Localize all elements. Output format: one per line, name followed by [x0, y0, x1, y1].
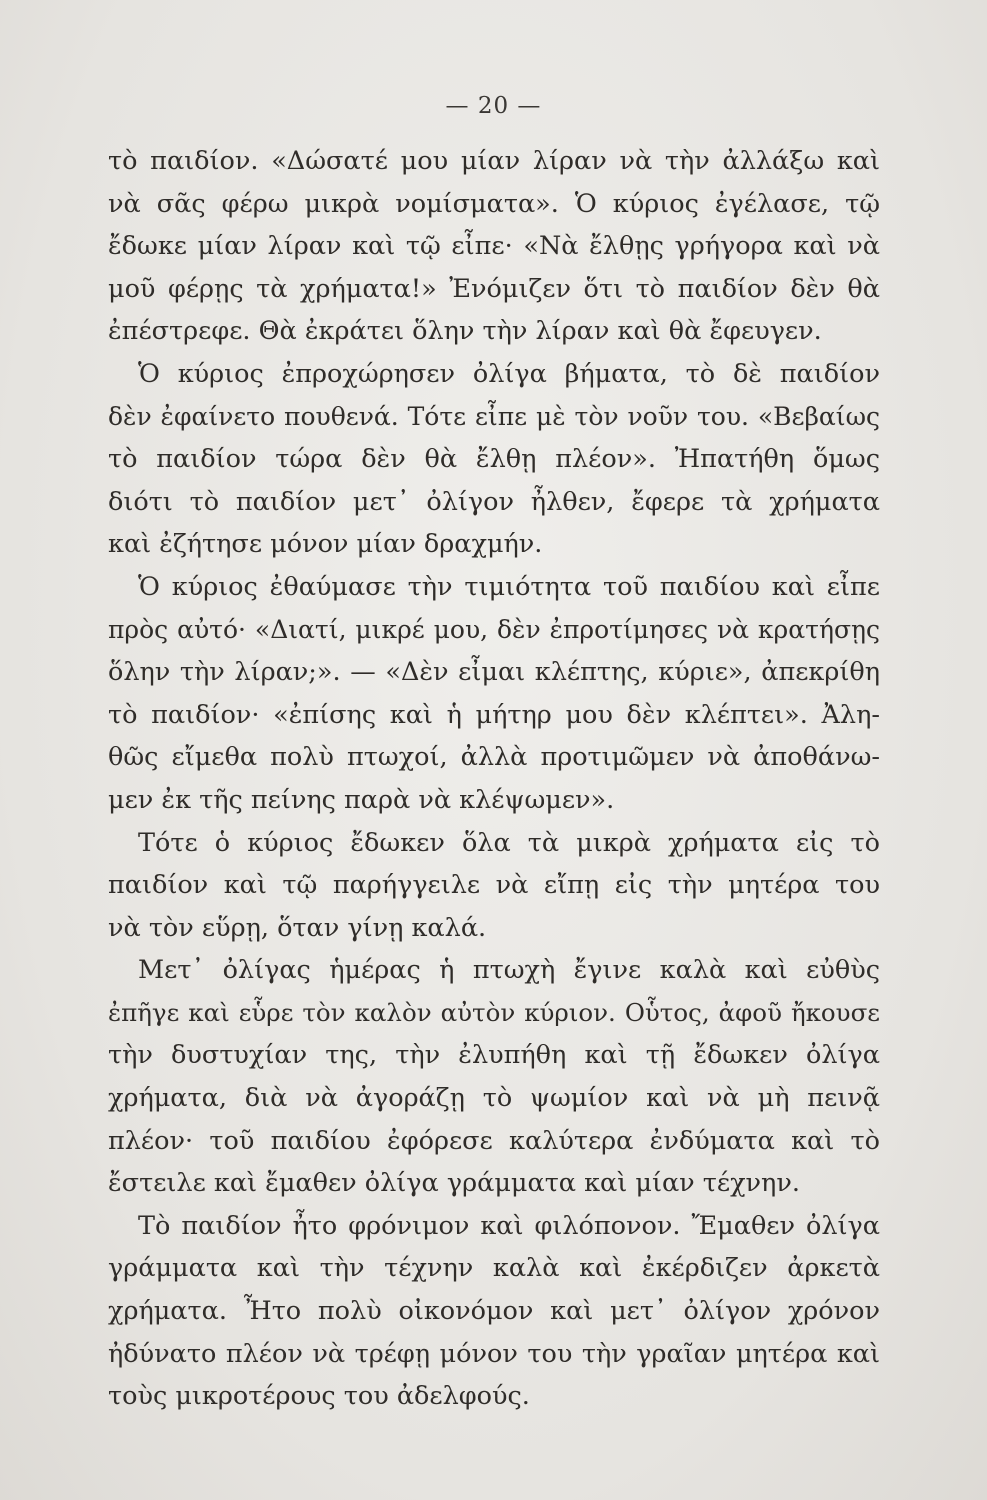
text-line: τὸ παιδίον· «ἐπίσης καὶ ἡ μήτηρ μου δὲν κλέπτει». Ἀλη- — [108, 699, 880, 730]
text-line: Τὸ παιδίον ἦτο φρόνιμον καὶ φιλόπονον. Ἔμαθεν ὀλίγα — [138, 1210, 880, 1241]
text-line: καὶ ἐζήτησε μόνον μίαν δραχμήν. — [108, 529, 543, 560]
text-line: παιδίον καὶ τῷ παρήγγειλε νὰ εἴπῃ εἰς τὴν μητέρα του — [108, 870, 880, 901]
text-line: νὰ τὸν εὕρῃ, ὅταν γίνῃ καλά. — [108, 912, 487, 943]
text-line: πρὸς αὐτό· «Διατί, μικρέ μου, δὲν ἐπροτίμησες νὰ κρατήσῃς — [108, 614, 880, 644]
text-line: νὰ σᾶς φέρω μικρὰ νομίσματα». Ὁ κύριος ἐγέλασε, τῷ — [108, 188, 880, 219]
text-line: Μετ᾿ ὀλίγας ἡμέρας ἡ πτωχὴ ἔγινε καλὰ καὶ εὐθὺς — [138, 955, 880, 986]
text-line: γράμματα καὶ τὴν τέχνην καλὰ καὶ ἐκέρδιζεν ἀρκετὰ — [108, 1253, 880, 1284]
text-line: Τότε ὁ κύριος ἔδωκεν ὅλα τὰ μικρὰ χρήματα εἰς τὸ — [138, 827, 880, 858]
text-line: ὅλην τὴν λίραν;». — «Δὲν εἶμαι κλέπτης, κύριε», ἀπεκρίθη — [108, 657, 880, 688]
body-text — [108, 140, 880, 1418]
text-line: πλέον· τοῦ παιδίου ἐφόρεσε καλύτερα ἐνδύματα καὶ τὸ — [108, 1125, 880, 1156]
text-line: δὲν ἐφαίνετο πουθενά. Τότε εἶπε μὲ τὸν νοῦν του. «Βεβαίως — [108, 401, 880, 431]
text-line: διότι τὸ παιδίον μετ᾿ ὀλίγον ἦλθεν, ἔφερε τὰ χρήματα — [108, 486, 880, 517]
text-line: θῶς εἴμεθα πολὺ πτωχοί, ἀλλὰ προτιμῶμεν νὰ ἀποθάνω- — [108, 742, 880, 773]
text-line: μοῦ φέρῃς τὰ χρήματα!» Ἐνόμιζεν ὅτι τὸ παιδίον δὲν θὰ — [108, 273, 880, 304]
text-line: ἔδωκε μίαν λίραν καὶ τῷ εἶπε· «Νὰ ἔλθῃς γρήγορα καὶ νὰ — [108, 231, 880, 262]
text-line: ἐπῆγε καὶ εὗρε τὸν καλὸν αὐτὸν κύριον. Οὗτος, ἀφοῦ ἤκουσε — [108, 997, 880, 1027]
text-line: τὴν δυστυχίαν της, τὴν ἐλυπήθη καὶ τῇ ἔδωκεν ὀλίγα — [108, 1040, 880, 1071]
text-line: ἔστειλε καὶ ἔμαθεν ὀλίγα γράμματα καὶ μίαν τέχνην. — [108, 1168, 800, 1199]
text-line: χρήματα, διὰ νὰ ἀγοράζῃ τὸ ψωμίον καὶ νὰ μὴ πεινᾷ — [108, 1083, 880, 1114]
text-line: τοὺς μικροτέρους του ἀδελφούς. — [108, 1381, 530, 1412]
text-line: Ὁ κύριος ἐθαύμασε τὴν τιμιότητα τοῦ παιδίου καὶ εἶπε — [138, 571, 880, 602]
text-line: τὸ παιδίον. «Δώσατέ μου μίαν λίραν νὰ τὴν ἀλλάξω καὶ — [108, 146, 880, 176]
text-line: ἐπέστρεφε. Θὰ ἐκράτει ὅλην τὴν λίραν καὶ θὰ ἔφευγεν. — [108, 316, 822, 347]
text-line: μεν ἐκ τῆς πείνης παρὰ νὰ κλέψωμεν». — [108, 784, 615, 815]
page-number: — 20 — — [445, 93, 542, 119]
text-line: τὸ παιδίον τώρα δὲν θὰ ἔλθῃ πλέον». Ἠπατήθη ὅμως — [108, 444, 880, 475]
text-line: χρήματα. Ἦτο πολὺ οἰκονόμον καὶ μετ᾿ ὀλίγον χρόνον — [108, 1296, 880, 1327]
text-line: ἠδύνατο πλέον νὰ τρέφῃ μόνον του τὴν γραῖαν μητέρα καὶ — [108, 1338, 880, 1369]
text-line: Ὁ κύριος ἐπροχώρησεν ὀλίγα βήματα, τὸ δὲ παιδίον — [138, 358, 880, 389]
